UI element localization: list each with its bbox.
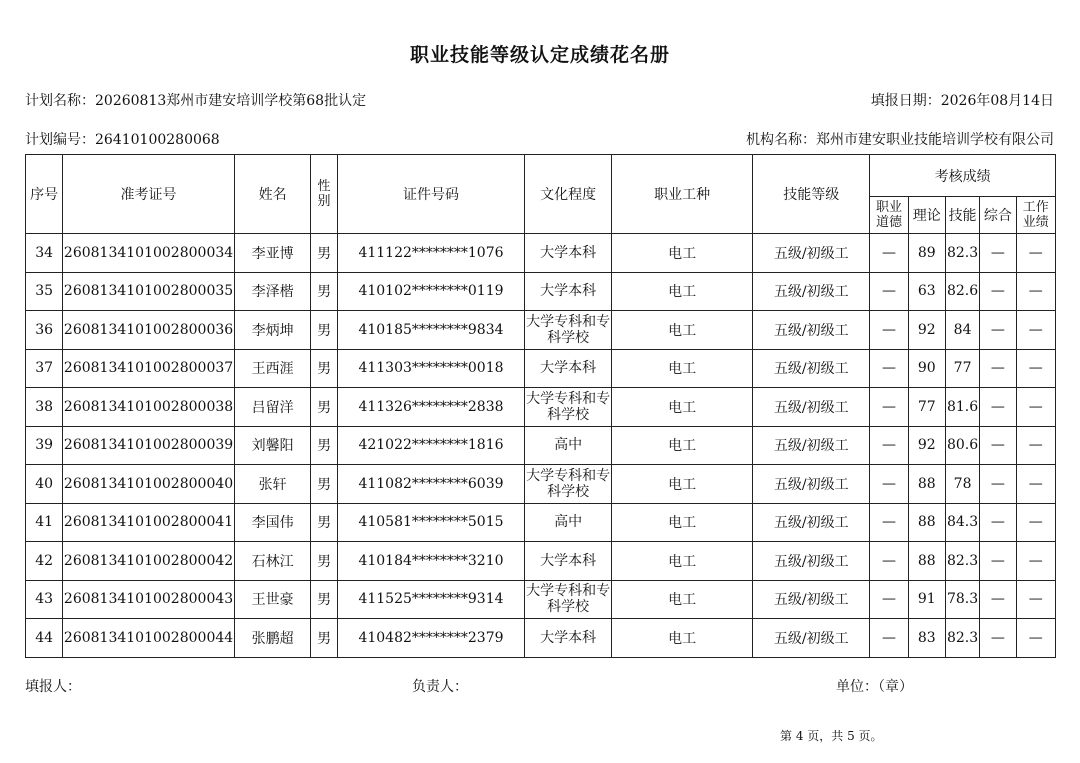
cell-id-no: 421022********1816	[337, 426, 525, 465]
cell-id-no: 410185********9834	[337, 311, 525, 350]
cell-level: 五级/初级工	[753, 426, 870, 465]
cell-level: 五级/初级工	[753, 465, 870, 504]
cell-name: 张鹏超	[234, 619, 311, 658]
cell-id-no: 411082********6039	[337, 465, 525, 504]
cell-exam-no: 2608134101002800044	[63, 619, 234, 658]
cell-seq: 44	[26, 619, 63, 658]
cell-overall: —	[980, 465, 1016, 504]
cell-level: 五级/初级工	[753, 234, 870, 273]
cell-performance: —	[1016, 619, 1055, 658]
cell-exam-no: 2608134101002800035	[63, 272, 234, 311]
cell-skill: 84	[945, 311, 979, 350]
plan-name: 计划名称：20260813郑州市建安培训学校第68批认定	[25, 93, 367, 109]
cell-theory: 92	[908, 311, 945, 350]
header-exam-no: 准考证号	[63, 155, 234, 234]
unit-seal-label: 单位：（章）	[836, 679, 913, 695]
cell-performance: —	[1016, 503, 1055, 542]
header-name: 姓名	[234, 155, 311, 234]
cell-overall: —	[980, 426, 1016, 465]
cell-skill: 80.6	[945, 426, 979, 465]
cell-ethics: —	[870, 580, 908, 619]
cell-exam-no: 2608134101002800036	[63, 311, 234, 350]
cell-theory: 91	[908, 580, 945, 619]
cell-overall: —	[980, 388, 1016, 427]
document-title: 职业技能等级认定成绩花名册	[409, 44, 670, 66]
table-row	[26, 619, 1056, 658]
table-row	[26, 503, 1056, 542]
cell-level: 五级/初级工	[753, 311, 870, 350]
cell-name: 刘馨阳	[234, 426, 311, 465]
cell-exam-no: 2608134101002800038	[63, 388, 234, 427]
cell-gender: 男	[311, 349, 337, 388]
cell-performance: —	[1016, 311, 1055, 350]
cell-seq: 40	[26, 465, 63, 504]
cell-level: 五级/初级工	[753, 503, 870, 542]
cell-education: 大学本科	[525, 234, 612, 273]
cell-level: 五级/初级工	[753, 272, 870, 311]
cell-ethics: —	[870, 388, 908, 427]
cell-occupation: 电工	[612, 311, 753, 350]
cell-skill: 82.3	[945, 619, 979, 658]
cell-seq: 43	[26, 580, 63, 619]
cell-overall: —	[980, 503, 1016, 542]
cell-theory: 90	[908, 349, 945, 388]
cell-occupation: 电工	[612, 465, 753, 504]
cell-skill: 78	[945, 465, 979, 504]
header-ethics: 职业道德	[870, 197, 908, 234]
cell-skill: 82.3	[945, 542, 979, 581]
cell-name: 李国伟	[234, 503, 311, 542]
cell-gender: 男	[311, 542, 337, 581]
cell-gender: 男	[311, 619, 337, 658]
cell-ethics: —	[870, 234, 908, 273]
cell-level: 五级/初级工	[753, 388, 870, 427]
header-skill: 技能	[945, 197, 979, 234]
cell-theory: 77	[908, 388, 945, 427]
cell-gender: 男	[311, 503, 337, 542]
cell-theory: 88	[908, 542, 945, 581]
cell-occupation: 电工	[612, 272, 753, 311]
header-performance: 工作业绩	[1016, 197, 1055, 234]
cell-occupation: 电工	[612, 234, 753, 273]
cell-performance: —	[1016, 234, 1055, 273]
cell-name: 王西涯	[234, 349, 311, 388]
header-theory: 理论	[908, 197, 945, 234]
cell-exam-no: 2608134101002800034	[63, 234, 234, 273]
cell-education: 大学本科	[525, 272, 612, 311]
cell-name: 吕留洋	[234, 388, 311, 427]
cell-overall: —	[980, 349, 1016, 388]
cell-occupation: 电工	[612, 580, 753, 619]
cell-education: 高中	[525, 426, 612, 465]
cell-education: 高中	[525, 503, 612, 542]
cell-performance: —	[1016, 272, 1055, 311]
header-occupation: 职业工种	[612, 155, 753, 234]
cell-id-no: 410581********5015	[337, 503, 525, 542]
cell-theory: 88	[908, 465, 945, 504]
cell-ethics: —	[870, 542, 908, 581]
cell-gender: 男	[311, 580, 337, 619]
cell-id-no: 411122********1076	[337, 234, 525, 273]
table-row	[26, 465, 1056, 504]
cell-skill: 77	[945, 349, 979, 388]
cell-ethics: —	[870, 311, 908, 350]
cell-theory: 88	[908, 503, 945, 542]
plan-number: 计划编号：26410100280068	[25, 132, 220, 148]
table-row	[26, 349, 1056, 388]
cell-performance: —	[1016, 580, 1055, 619]
responsible-label: 负责人：	[412, 679, 468, 695]
header-education: 文化程度	[525, 155, 612, 234]
cell-id-no: 410482********2379	[337, 619, 525, 658]
cell-seq: 42	[26, 542, 63, 581]
cell-level: 五级/初级工	[753, 619, 870, 658]
cell-gender: 男	[311, 234, 337, 273]
organization-name: 机构名称：郑州市建安职业技能培训学校有限公司	[746, 132, 1054, 148]
cell-theory: 83	[908, 619, 945, 658]
cell-exam-no: 2608134101002800043	[63, 580, 234, 619]
table-row	[26, 580, 1056, 619]
header-gender: 性别	[311, 155, 337, 234]
cell-performance: —	[1016, 542, 1055, 581]
cell-theory: 92	[908, 426, 945, 465]
cell-performance: —	[1016, 426, 1055, 465]
header-scores: 考核成绩	[870, 155, 1056, 197]
cell-education: 大学本科	[525, 542, 612, 581]
cell-exam-no: 2608134101002800040	[63, 465, 234, 504]
cell-exam-no: 2608134101002800037	[63, 349, 234, 388]
cell-exam-no: 2608134101002800042	[63, 542, 234, 581]
cell-education: 大学专科和专科学校	[525, 465, 612, 504]
cell-seq: 39	[26, 426, 63, 465]
score-roster-table	[25, 154, 1056, 658]
cell-id-no: 410102********0119	[337, 272, 525, 311]
cell-skill: 84.3	[945, 503, 979, 542]
cell-id-no: 411326********2838	[337, 388, 525, 427]
cell-id-no: 411303********0018	[337, 349, 525, 388]
cell-ethics: —	[870, 503, 908, 542]
cell-level: 五级/初级工	[753, 580, 870, 619]
cell-gender: 男	[311, 311, 337, 350]
report-date: 填报日期：2026年08月14日	[870, 93, 1054, 109]
cell-overall: —	[980, 619, 1016, 658]
cell-name: 李泽楷	[234, 272, 311, 311]
cell-occupation: 电工	[612, 388, 753, 427]
cell-ethics: —	[870, 619, 908, 658]
cell-name: 王世豪	[234, 580, 311, 619]
cell-occupation: 电工	[612, 619, 753, 658]
cell-seq: 37	[26, 349, 63, 388]
cell-id-no: 411525********9314	[337, 580, 525, 619]
cell-overall: —	[980, 272, 1016, 311]
cell-skill: 82.3	[945, 234, 979, 273]
filler-label: 填报人：	[25, 679, 81, 695]
cell-seq: 38	[26, 388, 63, 427]
table-row	[26, 234, 1056, 273]
cell-gender: 男	[311, 465, 337, 504]
cell-level: 五级/初级工	[753, 349, 870, 388]
cell-ethics: —	[870, 465, 908, 504]
header-level: 技能等级	[753, 155, 870, 234]
header-seq: 序号	[26, 155, 63, 234]
cell-performance: —	[1016, 465, 1055, 504]
cell-name: 李炳坤	[234, 311, 311, 350]
cell-ethics: —	[870, 272, 908, 311]
cell-performance: —	[1016, 388, 1055, 427]
page-indicator: 第 4 页，共 5 页。	[780, 729, 883, 743]
table-row	[26, 311, 1056, 350]
cell-overall: —	[980, 542, 1016, 581]
cell-seq: 36	[26, 311, 63, 350]
cell-skill: 81.6	[945, 388, 979, 427]
cell-overall: —	[980, 234, 1016, 273]
cell-performance: —	[1016, 349, 1055, 388]
cell-level: 五级/初级工	[753, 542, 870, 581]
cell-overall: —	[980, 311, 1016, 350]
table-row	[26, 388, 1056, 427]
cell-occupation: 电工	[612, 426, 753, 465]
cell-id-no: 410184********3210	[337, 542, 525, 581]
header-overall: 综合	[980, 197, 1016, 234]
cell-skill: 78.3	[945, 580, 979, 619]
cell-education: 大学本科	[525, 619, 612, 658]
table-row	[26, 426, 1056, 465]
cell-education: 大学专科和专科学校	[525, 580, 612, 619]
cell-overall: —	[980, 580, 1016, 619]
cell-occupation: 电工	[612, 542, 753, 581]
cell-name: 李亚博	[234, 234, 311, 273]
cell-occupation: 电工	[612, 349, 753, 388]
cell-education: 大学专科和专科学校	[525, 388, 612, 427]
cell-theory: 63	[908, 272, 945, 311]
cell-seq: 35	[26, 272, 63, 311]
cell-seq: 34	[26, 234, 63, 273]
cell-ethics: —	[870, 349, 908, 388]
cell-education: 大学本科	[525, 349, 612, 388]
cell-name: 张轩	[234, 465, 311, 504]
cell-name: 石林江	[234, 542, 311, 581]
cell-exam-no: 2608134101002800041	[63, 503, 234, 542]
header-id-no: 证件号码	[337, 155, 525, 234]
cell-gender: 男	[311, 272, 337, 311]
cell-gender: 男	[311, 388, 337, 427]
table-row	[26, 542, 1056, 581]
table-row	[26, 272, 1056, 311]
cell-exam-no: 2608134101002800039	[63, 426, 234, 465]
cell-gender: 男	[311, 426, 337, 465]
cell-occupation: 电工	[612, 503, 753, 542]
cell-theory: 89	[908, 234, 945, 273]
cell-education: 大学专科和专科学校	[525, 311, 612, 350]
cell-skill: 82.6	[945, 272, 979, 311]
cell-ethics: —	[870, 426, 908, 465]
cell-seq: 41	[26, 503, 63, 542]
